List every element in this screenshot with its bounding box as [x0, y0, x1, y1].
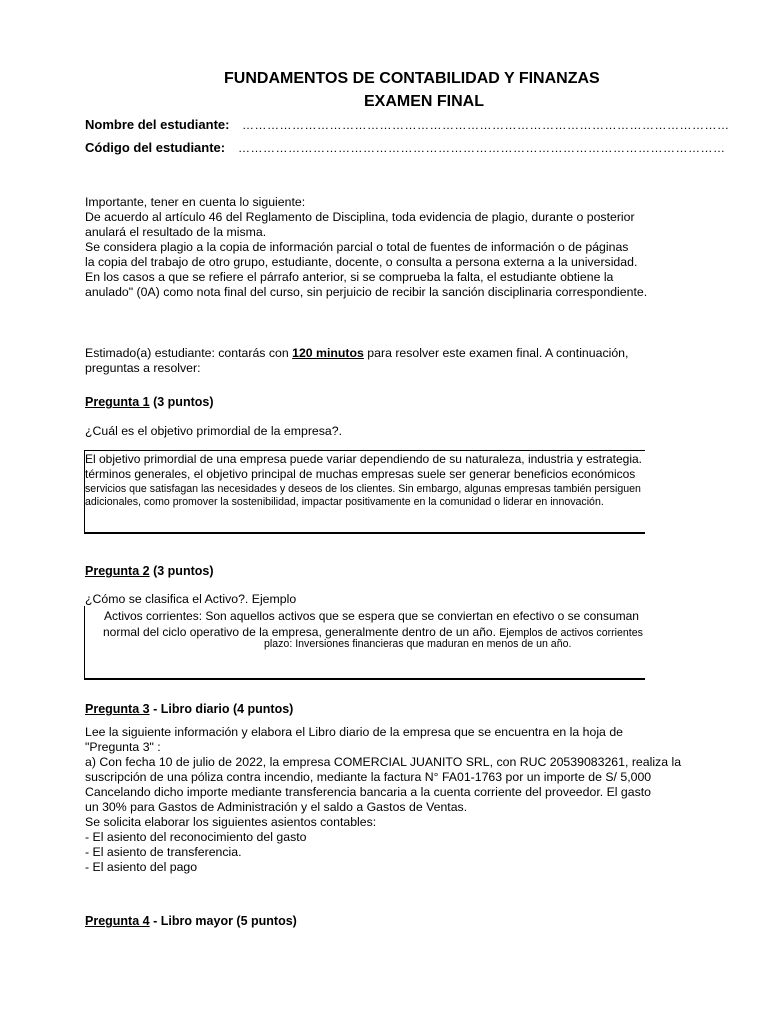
exam-title: FUNDAMENTOS DE CONTABILIDAD Y FINANZAS — [224, 70, 600, 87]
notice-line: Importante, tener en cuenta lo siguiente: — [85, 195, 306, 209]
student-name-field[interactable]: ……………………………………………………………………………………………………… — [242, 118, 730, 132]
question-3-line: - El asiento de transferencia. — [85, 845, 242, 859]
notice-line: En los casos a que se refiere el párrafo anterior, si se comprueba la falta, el estudiante obtiene la — [85, 270, 614, 284]
intro-time: 120 minutos — [292, 346, 364, 360]
question-2-label: Pregunta 2 — [85, 564, 150, 578]
answer-2-line: plazo: Inversiones financieras que maduran en menos de un año. — [264, 638, 572, 650]
answer-2-segment: normal del ciclo operativo de la empresa, generalmente dentro de un año. — [103, 625, 500, 639]
notice-line: anulado" (0A) como nota final del curso, sin perjuicio de recibir la sanción disciplinaria correspondiente. — [85, 285, 648, 299]
notice-line: De acuerdo al artículo 46 del Reglamento de Disciplina, toda evidencia de plagio, durante o posterior — [85, 210, 635, 224]
answer-1-line: servicios que satisfagan las necesidades y deseos de los clientes. Sin embargo, algunas empresas también persiguen — [85, 483, 641, 495]
question-3-label: Pregunta 3 — [85, 702, 150, 716]
question-2-text: ¿Cómo se clasifica el Activo?. Ejemplo — [85, 592, 297, 606]
intro-prefix: Estimado(a) estudiante: contarás con — [85, 346, 293, 360]
question-1-points: (3 puntos) — [149, 395, 214, 409]
question-3-body — [85, 725, 681, 875]
question-3-line: - El asiento del reconocimiento del gasto — [85, 830, 307, 844]
exam-subtitle: EXAMEN FINAL — [364, 93, 484, 110]
answer-1-line: términos generales, el objetivo principal de muchas empresas suele ser generar beneficios económicos — [85, 467, 636, 481]
question-4-title: - Libro mayor (5 puntos) — [149, 914, 297, 928]
intro-line — [85, 346, 628, 361]
question-4-label: Pregunta 4 — [85, 914, 150, 928]
question-3-line: suscripción de una póliza contra incendio, mediante la factura N° FA01-1763 por un importe de S/ 5,000 — [85, 770, 652, 784]
question-2-heading — [85, 564, 214, 578]
intro-suffix: para resolver este examen final. A continuación, — [363, 346, 629, 360]
answer-2-segment: Ejemplos de activos corrientes — [499, 627, 643, 639]
question-1-heading — [85, 395, 214, 409]
question-3-line: un 30% para Gastos de Administración y el saldo a Gastos de Ventas. — [85, 800, 468, 814]
notice-line: la copia del trabajo de otro grupo, estudiante, docente, o consulta a persona externa a la universidad. — [85, 255, 638, 269]
question-3-line: - El asiento del pago — [85, 860, 198, 874]
question-3-line: Lee la siguiente información y elabora el Libro diario de la empresa que se encuentra en la hoja de — [85, 725, 623, 739]
question-3-line: Cancelando dicho importe mediante transferencia bancaria a la cuenta corriente del proveedor. El gasto — [85, 785, 651, 799]
question-1-label: Pregunta 1 — [85, 395, 150, 409]
question-1-text: ¿Cuál es el objetivo primordial de la empresa?. — [85, 424, 342, 438]
answer-2-line: Activos corrientes: Son aquellos activos que se espera que se conviertan en efectivo o se consuman — [104, 609, 639, 623]
question-3-line: Se solicita elaborar los siguientes asientos contables: — [85, 815, 377, 829]
answer-box-2[interactable] — [84, 606, 645, 680]
question-3-title: - Libro diario (4 puntos) — [149, 702, 294, 716]
question-3-line: a) Con fecha 10 de julio de 2022, la empresa COMERCIAL JUANITO SRL, con RUC 20539083261, realiza la — [85, 755, 682, 769]
notice-block — [85, 195, 647, 300]
answer-1-line: El objetivo primordial de una empresa puede variar dependiendo de su naturaleza, industria y estrategia. — [85, 452, 643, 466]
question-2-points: (3 puntos) — [149, 564, 214, 578]
question-4-heading — [85, 914, 297, 928]
student-code-label: Código del estudiante: — [85, 140, 226, 155]
notice-line: anulará el resultado de la misma. — [85, 225, 267, 239]
student-code-field[interactable]: ……………………………………………………………………………………………………… — [238, 141, 726, 155]
notice-line: Se considera plagio a la copia de información parcial o total de fuentes de información o de páginas — [85, 240, 629, 254]
question-3-heading — [85, 702, 293, 716]
question-3-line: "Pregunta 3" : — [85, 740, 161, 754]
answer-box-1[interactable] — [84, 450, 645, 534]
student-name-label: Nombre del estudiante: — [85, 117, 230, 132]
answer-1-line: adicionales, como promover la sostenibilidad, impactar positivamente en la comunidad o liderar en innovación. — [85, 496, 604, 508]
intro-line-2: preguntas a resolver: — [85, 361, 201, 375]
